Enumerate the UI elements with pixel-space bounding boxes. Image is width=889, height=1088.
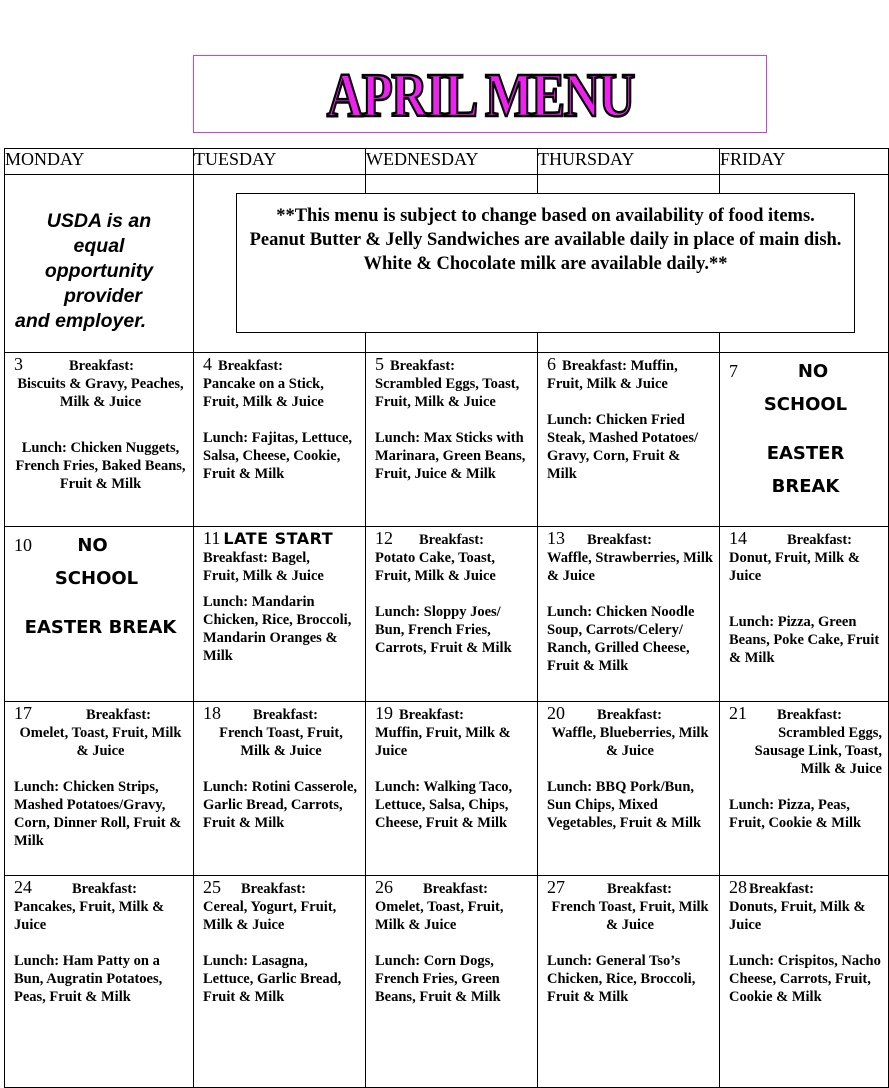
change-notice-text: **This menu is subject to change based on availability of food items. Peanut Butter & Jelly Sandwiches are available daily in place of main dish. White & Chocolate milk are available daily.** [249, 206, 842, 274]
day-number: 19 [375, 702, 393, 723]
day-number: 5 [375, 353, 384, 374]
breakfast-items: Omelet, Toast, Fruit, Milk & Juice [375, 899, 504, 934]
breakfast-label: Breakfast: [423, 881, 488, 898]
no-school-label: NO [77, 535, 108, 557]
day-cell [194, 701, 366, 876]
day-cell [538, 527, 720, 702]
day-number: 27 [547, 877, 565, 898]
day-cell [366, 527, 538, 702]
lunch-items: Lunch: Ham Patty on a Bun, Augratin Potatoes, Peas, Fruit & Milk [14, 953, 163, 1006]
breakfast-items: Fruit, Milk & Juice [203, 568, 324, 585]
breakfast-items: Waffle, Blueberries, Milk & Juice [551, 724, 709, 759]
title-box [193, 55, 767, 133]
day-cell [720, 352, 889, 527]
day-cell [5, 352, 194, 527]
usda-line: equal [73, 235, 125, 258]
breakfast-items: Pancakes, Fruit, Milk & Juice [14, 899, 165, 934]
lunch-items: Lunch: Lasagna, Lettuce, Garlic Bread, Fruit & Milk [203, 953, 342, 1006]
breakfast-label: Breakfast: [607, 881, 672, 898]
breakfast-items: French Toast, Fruit, Milk & Juice [551, 899, 709, 934]
breakfast-items: Muffin, Fruit, Milk & Juice [375, 724, 511, 759]
day-number: 6 [547, 353, 556, 374]
usda-line: provider [63, 285, 143, 308]
lunch-items: Lunch: Chicken Strips, Mashed Potatoes/Gravy, Corn, Dinner Roll, Fruit & Milk [14, 778, 182, 849]
easter-break-label: BREAK [771, 475, 840, 497]
day-cell [5, 527, 194, 702]
no-school-label: NO [797, 360, 829, 382]
easter-break-label: EASTER BREAK [24, 617, 177, 639]
day-number: 4 [203, 353, 212, 374]
day-number: 13 [547, 528, 565, 549]
breakfast-label: Breakfast: Bagel, [203, 550, 310, 567]
lunch-items: Lunch: Chicken Fried Steak, Mashed Potatoes/ Gravy, Corn, Fruit & Milk [547, 411, 699, 482]
lunch-items: Lunch: Fajitas, Lettuce, Salsa, Cheese, Cookie, Fruit & Milk [203, 429, 353, 482]
breakfast-items: Pancake on a Stick, Fruit, Milk & Juice [203, 375, 324, 410]
day-number: 20 [547, 702, 565, 723]
breakfast-items: Biscuits & Gravy, Peaches, Milk & Juice [17, 375, 184, 410]
usda-line: opportunity [44, 260, 154, 283]
day-cell [538, 701, 720, 876]
lunch-items: Lunch: Chicken Noodle Soup, Carrots/Celery/ Ranch, Grilled Cheese, Fruit & Milk [547, 604, 695, 675]
day-number: 14 [729, 528, 747, 549]
usda-line: USDA is an [46, 210, 152, 233]
day-cell [366, 701, 538, 876]
day-number: 17 [14, 702, 32, 723]
day-header-monday: MONDAY [5, 149, 194, 175]
lunch-items: Lunch: Crispitos, Nacho Cheese, Carrots, Fruit, Cookie & Milk [729, 953, 881, 1006]
breakfast-label: Breakfast: [587, 532, 652, 549]
breakfast-items: Donuts, Fruit, Milk & Juice [729, 899, 866, 934]
no-school-label: SCHOOL [54, 568, 139, 590]
breakfast-label: Breakfast: Muffin, [562, 357, 678, 374]
day-number: 28 [729, 877, 747, 898]
breakfast-items: Scrambled Eggs, Toast, Fruit, Milk & Juice [375, 375, 520, 410]
breakfast-label: Breakfast: [69, 357, 134, 374]
easter-break-label: EASTER [766, 442, 845, 464]
day-cell [5, 701, 194, 876]
usda-cell [5, 175, 194, 353]
lunch-items: Lunch: Max Sticks with Marinara, Green Beans, Fruit, Juice & Milk [375, 429, 526, 482]
day-cell [194, 876, 366, 1088]
day-number: 3 [14, 353, 23, 374]
usda-line: and employer. [15, 310, 147, 333]
late-start-label: LATE START [223, 529, 334, 549]
breakfast-items: Omelet, Toast, Fruit, Milk & Juice [19, 724, 182, 759]
week-row [5, 701, 889, 876]
day-cell [366, 876, 538, 1088]
breakfast-items: Fruit, Milk & Juice [547, 375, 668, 392]
change-notice-box [236, 193, 855, 333]
day-cell [538, 352, 720, 527]
lunch-items: Lunch: Pizza, Green Beans, Poke Cake, Fruit & Milk [729, 614, 880, 667]
day-header-row [5, 149, 889, 175]
lunch-items: Lunch: Rotini Casserole, Garlic Bread, Carrots, Fruit & Milk [203, 778, 358, 831]
lunch-items: Lunch: Pizza, Peas, Fruit, Cookie & Milk [729, 796, 862, 831]
breakfast-items: Donut, Fruit, Milk & Juice [729, 550, 860, 585]
usda-statement [5, 175, 193, 334]
breakfast-label: Breakfast: [253, 706, 318, 723]
day-cell [720, 701, 889, 876]
lunch-items: Lunch: Mandarin Chicken, Rice, Broccoli, Mandarin Oranges & Milk [203, 594, 352, 665]
day-number: 7 [729, 360, 738, 381]
breakfast-label: Breakfast: [777, 706, 842, 723]
lunch-items: Lunch: Sloppy Joes/ Bun, French Fries, Carrots, Fruit & Milk [375, 604, 512, 657]
day-header-thursday: THURSDAY [538, 149, 720, 175]
breakfast-label: Breakfast: [72, 881, 137, 898]
week-row [5, 876, 889, 1088]
day-number: 26 [375, 877, 393, 898]
breakfast-label: Breakfast: [749, 881, 814, 898]
day-cell [720, 876, 889, 1088]
lunch-items: Lunch: BBQ Pork/Bun, Sun Chips, Mixed Vegetables, Fruit & Milk [547, 778, 702, 831]
breakfast-items: Waffle, Strawberries, Milk & Juice [547, 550, 713, 585]
week-row [5, 352, 889, 527]
breakfast-label: Breakfast: [597, 706, 662, 723]
day-number: 18 [203, 702, 221, 723]
breakfast-label: Breakfast: [218, 357, 283, 374]
page-title: APRIL MENU [326, 62, 634, 130]
day-number: 10 [14, 535, 32, 556]
day-cell [366, 352, 538, 527]
day-header-friday: FRIDAY [720, 149, 889, 175]
day-number: 12 [375, 528, 393, 549]
lunch-items: Lunch: General Tso’s Chicken, Rice, Broccoli, Fruit & Milk [547, 953, 696, 1006]
week-row [5, 527, 889, 702]
breakfast-items: Scrambled Eggs, Sausage Link, Toast, Milk & Juice [754, 724, 882, 777]
breakfast-items: Cereal, Yogurt, Fruit, Milk & Juice [203, 899, 337, 934]
day-cell [720, 527, 889, 702]
lunch-items: Lunch: Chicken Nuggets, French Fries, Baked Beans, Fruit & Milk [15, 439, 186, 492]
day-cell [5, 876, 194, 1088]
lunch-items: Lunch: Walking Taco, Lettuce, Salsa, Chips, Cheese, Fruit & Milk [375, 778, 513, 831]
day-number: 11 [203, 528, 221, 549]
day-header-tuesday: TUESDAY [194, 149, 366, 175]
day-number: 24 [14, 877, 32, 898]
day-cell [538, 876, 720, 1088]
breakfast-label: Breakfast: [399, 706, 464, 723]
day-header-wednesday: WEDNESDAY [366, 149, 538, 175]
day-cell [194, 352, 366, 527]
breakfast-items: French Toast, Fruit, Milk & Juice [219, 724, 343, 759]
breakfast-label: Breakfast: [241, 881, 306, 898]
no-school-label: SCHOOL [763, 393, 848, 415]
breakfast-label: Breakfast: [86, 706, 151, 723]
breakfast-label: Breakfast: [419, 532, 484, 549]
breakfast-label: Breakfast: [787, 532, 852, 549]
breakfast-items: Potato Cake, Toast, Fruit, Milk & Juice [375, 550, 496, 585]
day-number: 25 [203, 877, 221, 898]
day-cell [194, 527, 366, 702]
lunch-items: Lunch: Corn Dogs, French Fries, Green Beans, Fruit & Milk [375, 953, 501, 1006]
day-number: 21 [729, 702, 747, 723]
breakfast-label: Breakfast: [390, 357, 455, 374]
